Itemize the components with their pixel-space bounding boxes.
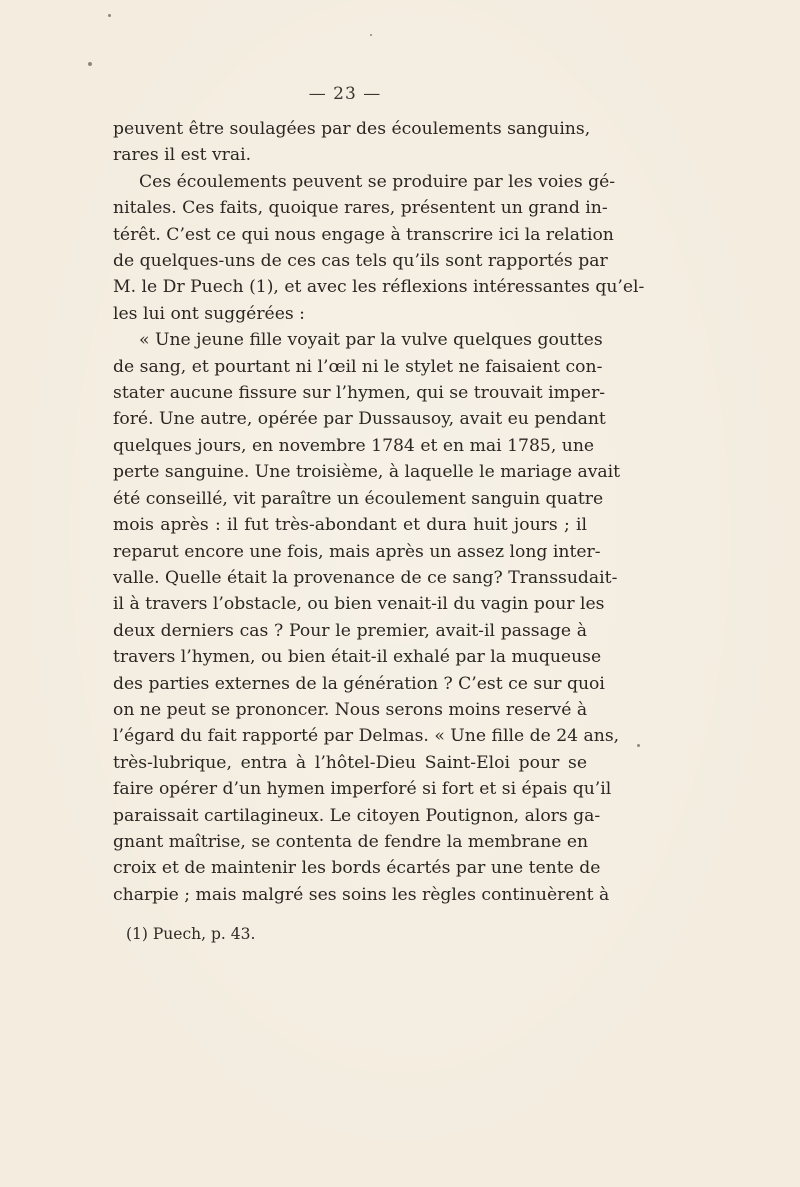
text-line: « Une jeune fille voyait par la vulve quelques gouttes	[139, 330, 603, 351]
text-line: gnant maîtrise, se contenta de fendre la membrane en	[113, 831, 589, 852]
text-line: foré. Une autre, opérée par Dussausoy, avait eu pendant	[113, 409, 606, 430]
text-line: travers l’hymen, ou bien était-il exhalé par la muqueuse	[113, 647, 602, 668]
text-line: deux derniers cas ? Pour le premier, avait-il passage à	[113, 620, 587, 641]
text-line: il à travers l’obstacle, ou bien venait-il du vagin pour les	[113, 594, 605, 615]
ink-speck	[88, 62, 92, 66]
footnote: (1) Puech, p. 43.	[126, 925, 256, 943]
text-line: reparut encore une fois, mais après un assez long inter-	[113, 541, 601, 562]
text-line: nitales. Ces faits, quoique rares, présentent un grand in-	[113, 198, 608, 219]
text-line: mois après : il fut très-abondant et dura huit jours ; il	[113, 515, 587, 536]
text-line: valle. Quelle était la provenance de ce sang? Transsudait-	[113, 567, 618, 588]
text-line: croix et de maintenir les bords écartés par une tente de	[113, 858, 601, 879]
text-line: perte sanguine. Une troisième, à laquelle le mariage avait	[113, 462, 621, 483]
text-line: charpie ; mais malgré ses soins les règles continuèrent à	[113, 884, 610, 905]
text-line: térêt. C’est ce qui nous engage à transcrire ici la relation	[113, 224, 614, 245]
text-line: paraissait cartilagineux. Le citoyen Poutignon, alors ga-	[113, 805, 601, 826]
text-line: faire opérer d’un hymen imperforé si fort et si épais qu’il	[113, 779, 612, 800]
ink-speck	[637, 744, 640, 747]
text-line: peuvent être soulagées par des écoulements sanguins,	[113, 119, 591, 139]
text-line: on ne peut se prononcer. Nous serons moins reservé à	[113, 699, 588, 720]
text-line: très-lubrique, entra à l’hôtel-Dieu Saint-Eloi pour se	[113, 752, 587, 773]
text-line: l’égard du fait rapporté par Delmas. « Une fille de 24 ans,	[113, 726, 620, 747]
text-line: de quelques-uns de ces cas tels qu’ils sont rapportés par	[113, 251, 608, 272]
text-line: Ces écoulements peuvent se produire par les voies gé-	[139, 171, 616, 192]
text-line: M. le Dr Puech (1), et avec les réflexions intéressantes qu’el-	[113, 277, 645, 298]
page-number: — 23 —	[308, 84, 382, 104]
text-line: les lui ont suggérées :	[113, 303, 305, 324]
text-line: des parties externes de la génération ? C’est ce sur quoi	[113, 673, 605, 694]
ink-speck	[108, 14, 111, 17]
ink-speck	[370, 34, 372, 36]
text-line: été conseillé, vit paraître un écoulement sanguin quatre	[113, 488, 604, 509]
body-text	[113, 116, 645, 908]
text-line: de sang, et pourtant ni l’œil ni le stylet ne faisaient con-	[113, 356, 603, 377]
text-line: quelques jours, en novembre 1784 et en mai 1785, une	[113, 435, 595, 456]
text-line: stater aucune fissure sur l’hymen, qui se trouvait imper-	[113, 383, 606, 404]
text-line: rares il est vrai.	[113, 145, 252, 166]
